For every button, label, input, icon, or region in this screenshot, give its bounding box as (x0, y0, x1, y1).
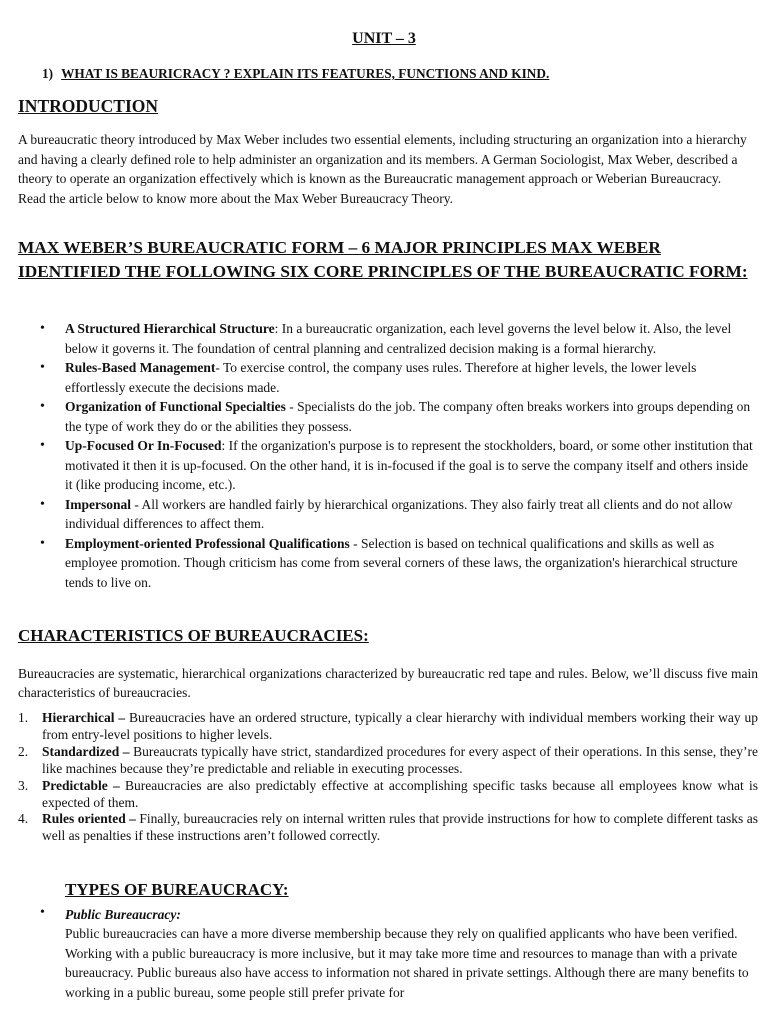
characteristic-term: Rules oriented – (42, 811, 136, 827)
principle-text: - Specialists do the job. The company often breaks workers into groups depending on the type of work they do or the abilities they possess. (65, 399, 751, 434)
principle-term: Employment-oriented Professional Qualifications (65, 535, 350, 551)
principle-text: : In a bureaucratic organization, each level governs the level below it. Also, the level below it governs it. The foundation of central planning and centralized decision making is a formal hierarchy. (65, 321, 732, 356)
principle-term: Impersonal (65, 496, 132, 512)
question-number: 1) (42, 66, 54, 81)
principle-text: - All workers are handled fairly by hierarchical organizations. They also fairly treat all clients and do not allow individual differences to affect them. (65, 496, 733, 531)
introduction-heading: INTRODUCTION (18, 96, 159, 116)
list-item (18, 811, 758, 845)
list-item (0, 436, 753, 495)
unit-title: UNIT – 3 (352, 30, 416, 47)
question-heading (42, 66, 549, 82)
characteristics-heading: CHARACTERISTICS OF BUREAUCRACIES: (18, 626, 369, 645)
principles-list (0, 319, 768, 592)
introduction-paragraph: A bureaucratic theory introduced by Max Weber includes two essential elements, including structuring an organization into a hierarchy and having a clearly defined role to help administer an organization and its members. A German Sociologist, Max Weber, described a theory to operate an organization effectively which is known as the Bureaucratic management approach or Weberian Bureaucracy. Read the article below to know more about the Max Weber Bureaucracy Theory. (18, 132, 747, 206)
characteristics-intro: Bureaucracies are systematic, hierarchical organizations characterized by bureaucratic red tape and rules. Below, we’ll discuss five main characteristics of bureaucracies. (18, 666, 758, 700)
principle-term: Rules-Based Management (65, 360, 216, 375)
list-item (0, 358, 753, 397)
list-item (0, 397, 753, 436)
principles-heading: MAX WEBER’S BUREAUCRATIC FORM – 6 MAJOR PRINCIPLES MAX WEBER IDENTIFIED THE FOLLOWING SIX CORE PRINCIPLES OF THE BUREAUCRATIC FORM: (18, 238, 748, 281)
characteristic-term: Standardized – (42, 743, 130, 759)
public-bureaucracy-label: Public Bureaucracy: (65, 907, 181, 922)
characteristics-list (18, 710, 758, 845)
principle-text: - Selection is based on technical qualifications and skills as well as employee promotion. Though criticism has come from several corners of these laws, the organization's hierarchical structure tends to live on. (65, 535, 738, 590)
principle-text: - To exercise control, the company uses rules. Therefore at higher levels, the lower levels effortlessly execute the decisions made. (65, 360, 697, 395)
characteristic-term: Hierarchical – (42, 710, 126, 725)
principle-term: Organization of Functional Specialties (65, 399, 286, 414)
list-item (18, 744, 758, 778)
list-item (18, 710, 758, 744)
characteristic-text: Bureaucracies have an ordered structure, typically a clear hierarchy with individual members working their way up from entry-level positions to higher levels. (42, 710, 758, 742)
item-number: 1. (18, 710, 29, 725)
bullet-icon: • (40, 905, 45, 920)
characteristic-text: Bureaucracies are also predictably effective at accomplishing specific tasks because all employees know what is expected of them. (42, 777, 758, 810)
item-number: 4. (18, 811, 29, 827)
item-number: 3. (18, 777, 29, 793)
public-bureaucracy-text: Public bureaucracies can have a more diverse membership because they rely on qualified applicants who have been verified. Working with a public bureaucracy is more inclusive, but it may take more time and resources to manage than with a private bureaucracy. Public bureaus also have access to information not shared in private settings. Although there are many benefits to working in a public bureau, some people still prefer private for (65, 926, 749, 1000)
list-item (0, 495, 753, 534)
characteristic-text: Finally, bureaucracies rely on internal written rules that provide instructions for how to complete different tasks as well as penalties if these instructions aren’t followed correctly. (42, 811, 758, 844)
list-item (0, 534, 753, 593)
characteristic-term: Predictable – (42, 777, 120, 793)
item-number: 2. (18, 743, 29, 759)
types-heading: TYPES OF BUREAUCRACY: (65, 880, 289, 899)
characteristic-text: Bureaucrats typically have strict, standardized procedures for every aspect of their operations. In this sense, they’re like machines because they’re predictable and reliable in executing processes. (42, 743, 758, 776)
question-text: WHAT IS BEAURICRACY ? EXPLAIN ITS FEATURES, FUNCTIONS AND KIND. (61, 66, 550, 81)
list-item (0, 319, 753, 358)
principle-term: Up-Focused Or In-Focused (65, 438, 222, 453)
principle-term: A Structured Hierarchical Structure (65, 321, 275, 336)
list-item (18, 778, 758, 812)
principle-text: : If the organization's purpose is to represent the stockholders, board, or some other institution that motivated it then it is up-focused. On the other hand, it is in-focused if the goal is to serve the company itself and others inside it (like producing income, etc.). (65, 438, 753, 492)
